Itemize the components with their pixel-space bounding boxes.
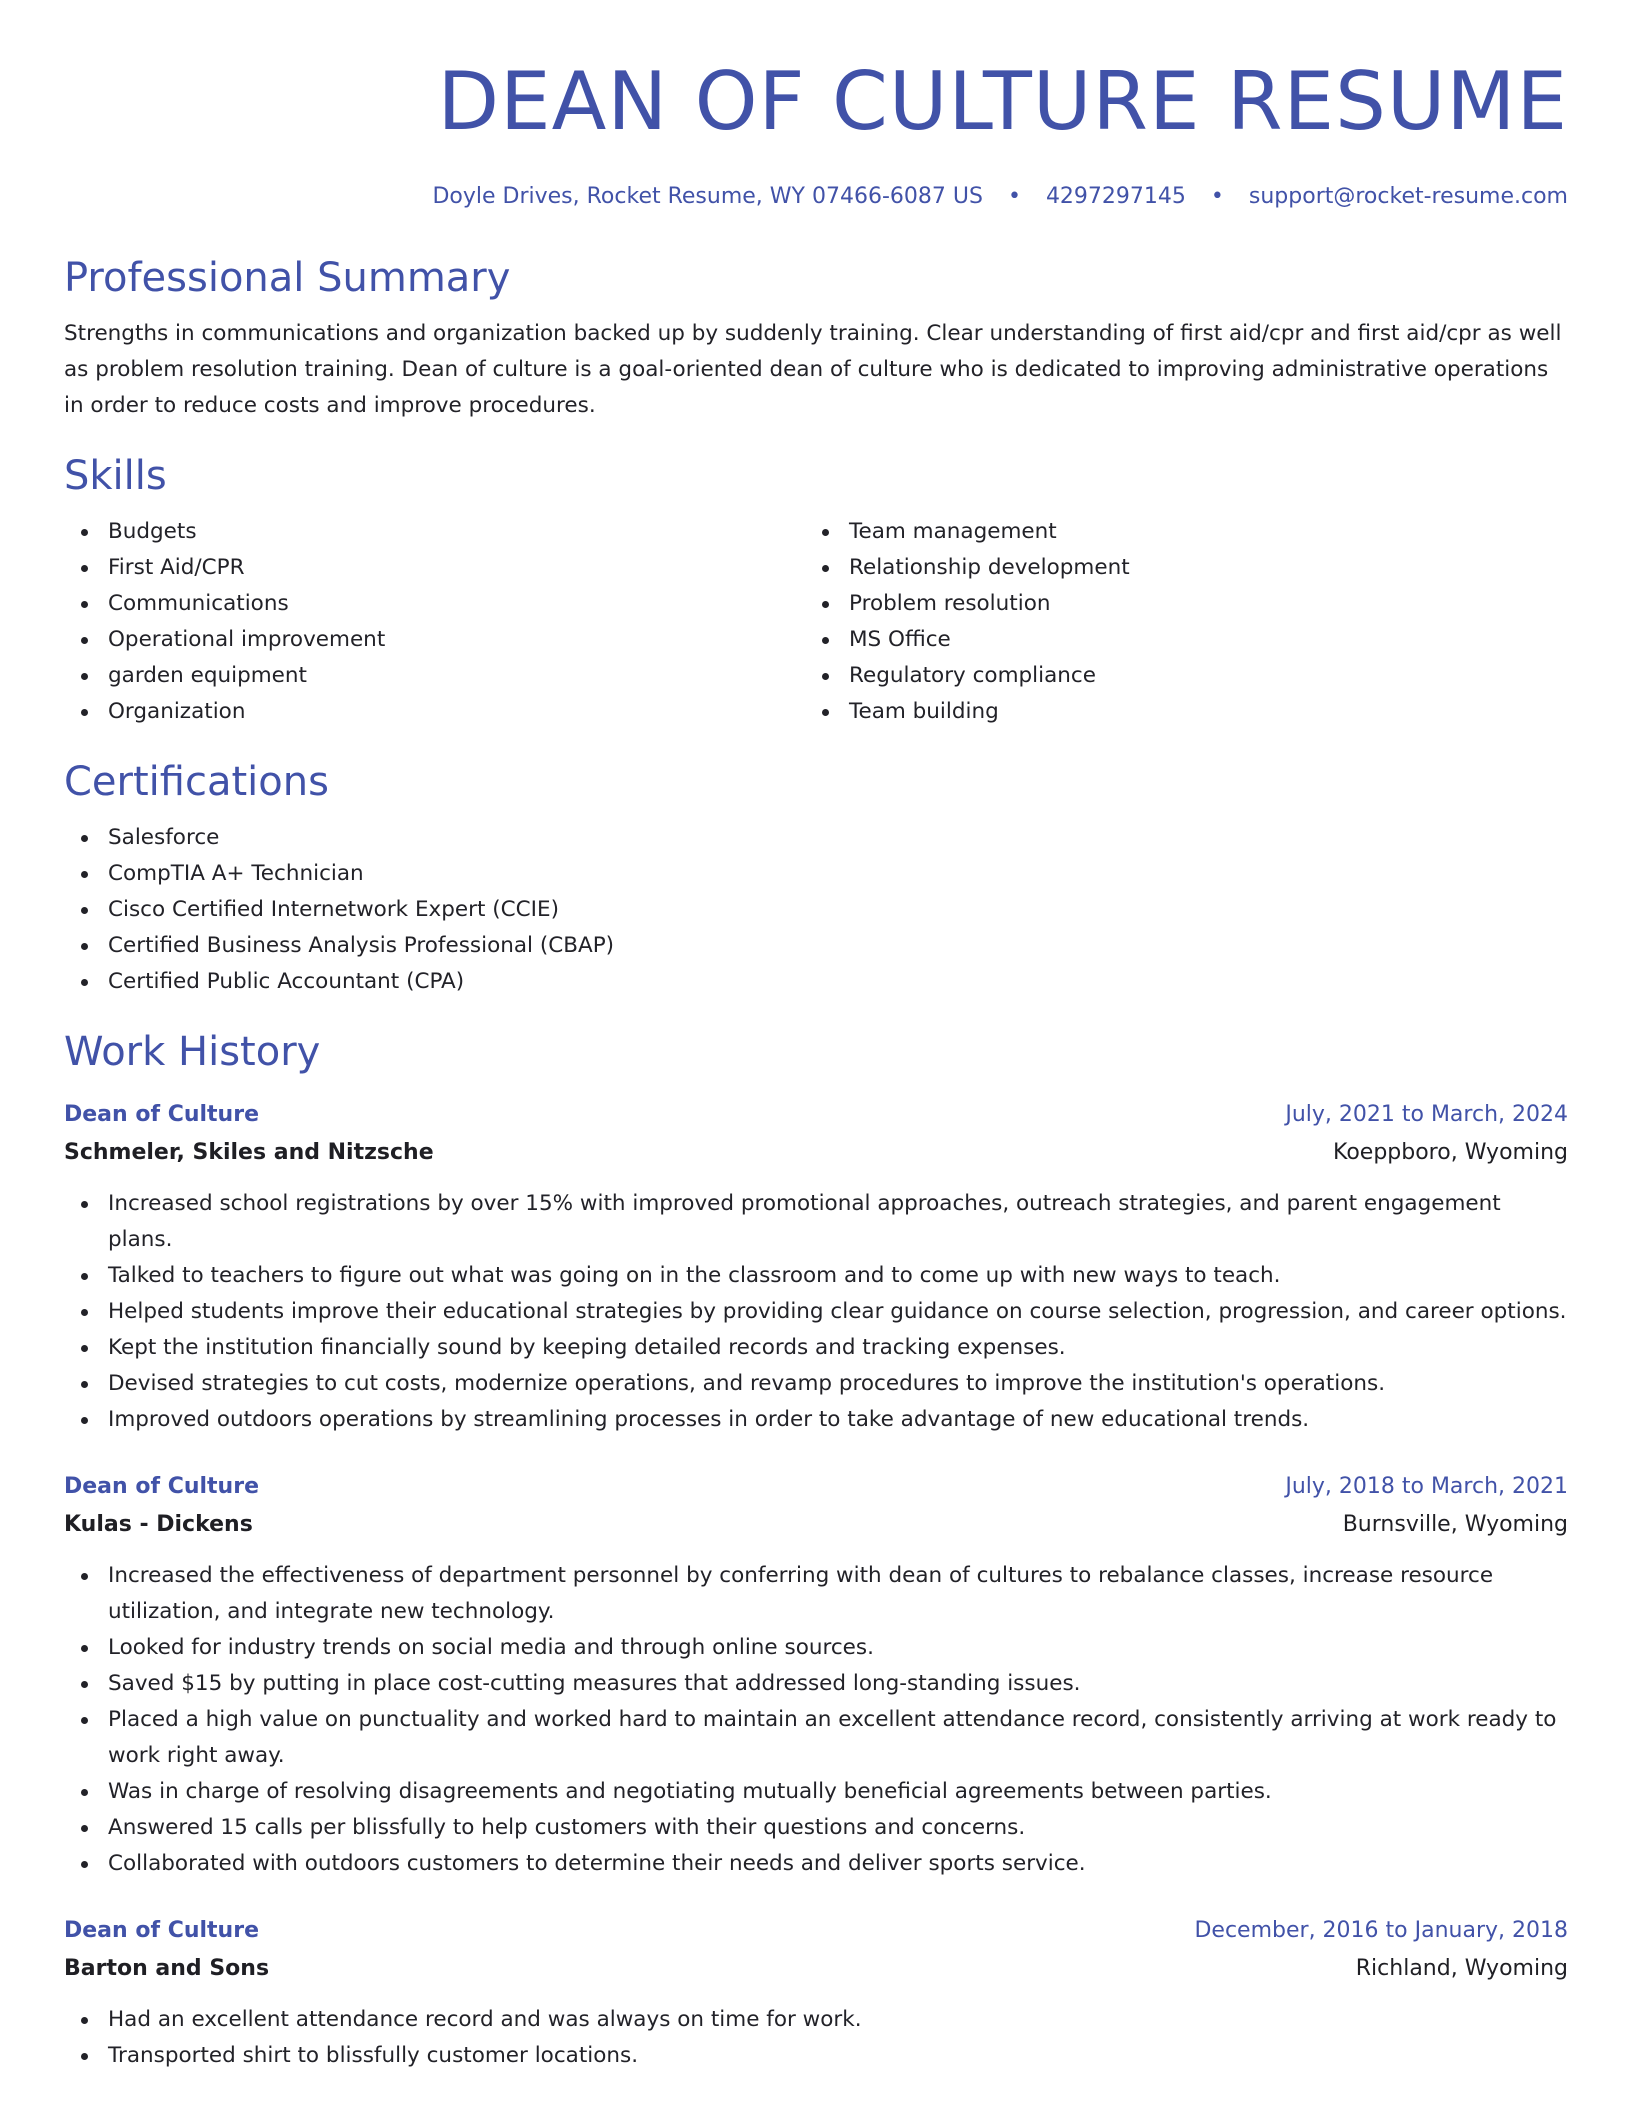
contact-address: Doyle Drives, Rocket Resume, WY 07466-6087 US: [432, 184, 983, 209]
certification-item: Salesforce: [64, 820, 1568, 856]
job-duty: Improved outdoors operations by streamlining processes in order to take advantage of new educational trends.: [64, 1402, 1568, 1438]
certifications-heading: Certifications: [64, 759, 329, 805]
job-dates: July, 2018 to March, 2021: [1285, 1474, 1568, 1499]
work-history-heading: Work History: [64, 1029, 321, 1075]
job-dates: July, 2021 to March, 2024: [1285, 1102, 1568, 1127]
job-duty: Transported shirt to blissfully customer locations.: [64, 2038, 1568, 2074]
skill-item: Relationship development: [805, 550, 1546, 586]
skill-item: Communications: [64, 586, 805, 622]
job-duty: Had an excellent attendance record and was always on time for work.: [64, 2002, 1568, 2038]
job-header-row: [64, 1912, 1568, 1950]
certification-item: Certified Public Accountant (CPA): [64, 964, 1568, 1000]
contact-line: [64, 181, 1568, 213]
job-location: Burnsville, Wyoming: [1342, 1512, 1568, 1537]
summary-text: Strengths in communications and organization backed up by suddenly training. Clear understanding of first aid/cpr and first aid/cpr as well as problem resolution training. Dean of culture is a goal-oriented dean of culture who is dedicated to improving administrative operations in order to reduce costs and improve procedures.: [64, 321, 1562, 418]
contact-separator: •: [1210, 184, 1224, 209]
job-duty: Saved $15 by putting in place cost-cutting measures that addressed long-standing issues.: [64, 1666, 1568, 1702]
job-company-row: [64, 1950, 1568, 1988]
job-role: Dean of Culture: [64, 1918, 259, 1943]
job-company: Schmeler, Skiles and Nitzsche: [64, 1140, 434, 1165]
job-duty: Looked for industry trends on social media and through online sources.: [64, 1630, 1568, 1666]
job-duty: Helped students improve their educational strategies by providing clear guidance on course selection, progression, and career options.: [64, 1294, 1568, 1330]
job-duty: Kept the institution financially sound by keeping detailed records and tracking expenses.: [64, 1330, 1568, 1366]
resume-title: DEAN OF CULTURE RESUME: [437, 55, 1568, 148]
certifications-list: [64, 820, 1568, 1000]
job-duty: Increased school registrations by over 15% with improved promotional approaches, outreach strategies, and parent engagement plans.: [64, 1186, 1568, 1258]
job-duty: Devised strategies to cut costs, modernize operations, and revamp procedures to improve the institution's operations.: [64, 1366, 1568, 1402]
job-duty: Collaborated with outdoors customers to determine their needs and deliver sports service.: [64, 1846, 1568, 1882]
job-entry: [64, 1096, 1568, 1438]
job-header-row: [64, 1468, 1568, 1506]
job-duties-list: [64, 2002, 1568, 2074]
job-duties-list: [64, 1186, 1568, 1438]
skill-item: MS Office: [805, 622, 1546, 658]
skill-item: Operational improvement: [64, 622, 805, 658]
job-header-row: [64, 1096, 1568, 1134]
job-entry: [64, 1468, 1568, 1882]
job-role: Dean of Culture: [64, 1474, 259, 1499]
summary-heading: Professional Summary: [64, 255, 511, 301]
job-company-row: [64, 1134, 1568, 1172]
skill-item: Organization: [64, 694, 805, 730]
job-duty: Was in charge of resolving disagreements and negotiating mutually beneficial agreements between parties.: [64, 1774, 1568, 1810]
job-duty: Increased the effectiveness of department personnel by conferring with dean of cultures to rebalance classes, increase resource utilization, and integrate new technology.: [64, 1558, 1568, 1630]
skills-heading: Skills: [64, 453, 167, 499]
job-location: Richland, Wyoming: [1355, 1956, 1568, 1981]
job-location: Koeppboro, Wyoming: [1333, 1140, 1568, 1165]
job-duty: Answered 15 calls per blissfully to help customers with their questions and concerns.: [64, 1810, 1568, 1846]
certification-item: Certified Business Analysis Professional (CBAP): [64, 928, 1568, 964]
skill-item: First Aid/CPR: [64, 550, 805, 586]
skill-item: Problem resolution: [805, 586, 1546, 622]
skills-list-left: [64, 514, 805, 730]
contact-email[interactable]: support@rocket-resume.com: [1248, 184, 1568, 209]
job-duty: Placed a high value on punctuality and worked hard to maintain an excellent attendance record, consistently arriving at work ready to work right away.: [64, 1702, 1568, 1774]
skill-item: Team management: [805, 514, 1546, 550]
job-company: Kulas - Dickens: [64, 1512, 253, 1537]
job-company: Barton and Sons: [64, 1956, 270, 1981]
skills-columns: [64, 514, 1568, 730]
job-duty: Talked to teachers to figure out what was going on in the classroom and to come up with new ways to teach.: [64, 1258, 1568, 1294]
skills-list-right: [805, 514, 1546, 730]
skill-item: Budgets: [64, 514, 805, 550]
job-role: Dean of Culture: [64, 1102, 259, 1127]
contact-separator: •: [1007, 184, 1021, 209]
job-duties-list: [64, 1558, 1568, 1882]
contact-phone[interactable]: 4297297145: [1045, 184, 1186, 209]
certification-item: CompTIA A+ Technician: [64, 856, 1568, 892]
skill-item: garden equipment: [64, 658, 805, 694]
skill-item: Team building: [805, 694, 1546, 730]
skill-item: Regulatory compliance: [805, 658, 1546, 694]
job-dates: December, 2016 to January, 2018: [1194, 1918, 1568, 1943]
certification-item: Cisco Certified Internetwork Expert (CCIE): [64, 892, 1568, 928]
job-company-row: [64, 1506, 1568, 1544]
job-entry: [64, 1912, 1568, 2074]
